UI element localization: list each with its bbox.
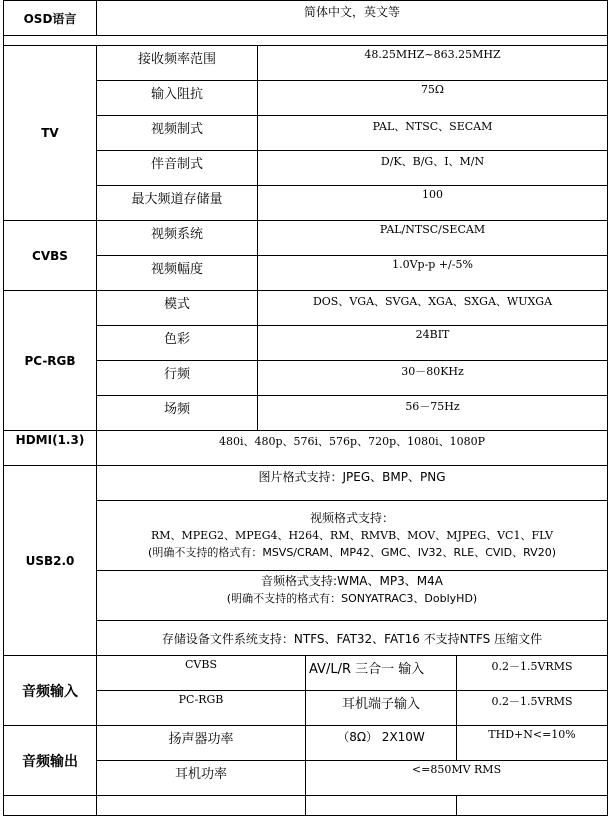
pcrgb-row-3-name: 行频 [97,361,258,396]
hdmi-row [4,431,608,466]
pcrgb-row-4-value: 56－75Hz [258,396,608,431]
tv-row-1-name: 接收频率范围 [97,46,258,81]
pcrgb-row-2-name: 色彩 [97,326,258,361]
cvbs-row-2-name: 视频幅度 [97,256,258,291]
audio-in-row-2-port: 耳机端子输入 [306,691,457,726]
usb-label: USB2.0 [4,466,97,656]
tv-row-1-value: 48.25MHZ~863.25MHZ [258,46,608,81]
tv-row-4-value: D/K、B/G、I、M/N [258,151,608,186]
audio-out-speaker-thd: THD+N<=10% [457,726,608,761]
audio-in-label: 音频输入 [4,656,97,726]
usb-video-unsupported: (明确不支持的格式有：MSVS/CRAM、MP42、GMC、IV32、RLE、CVID、RV20) [148,546,556,559]
osd-label: OSD语言 [4,1,97,36]
audio-in-row-1 [4,656,608,691]
spec-table [3,0,608,816]
hdmi-label: HDMI(1.3) [4,431,97,466]
usb-audio-cell [97,571,608,621]
audio-out-speaker-name: 扬声器功率 [97,726,306,761]
osd-row [4,1,608,36]
audio-in-row-1-port: AV/L/R 三合一 输入 [306,656,457,691]
usb-video-cell [97,501,608,571]
tv-row-5-value: 100 [258,186,608,221]
usb-video-formats: RM、MPEG2、MPEG4、H264、RM、RMVB、MOV、MJPEG、VC1、FLV [150,529,554,542]
tv-row-1 [4,46,608,81]
cvbs-row-1-value: PAL/NTSC/SECAM [258,221,608,256]
audio-out-row-1 [4,726,608,761]
usb-audio-unsupported: (明确不支持的格式有：SONYATRAC3、DoblyHD) [226,592,478,605]
tv-label: TV [4,46,97,221]
tv-row-5-name: 最大频道存储量 [97,186,258,221]
usb-audio-formats: 音频格式支持:WMA、MP3、M4A [261,574,443,588]
hdmi-value: 480i、480p、576i、576p、720p、1080i、1080P [97,431,608,466]
cvbs-row-1-name: 视频系统 [97,221,258,256]
audio-out-headphone-value: <=850MV RMS [306,761,608,796]
cut-off-row [4,796,608,816]
audio-in-row-2-source: PC-RGB [97,691,306,726]
usb-video-title: 视频格式支持： [310,511,395,525]
pcrgb-row-3-value: 30－80KHz [258,361,608,396]
cvbs-label: CVBS [4,221,97,291]
audio-out-label: 音频输出 [4,726,97,796]
cvbs-row-2-value: 1.0Vp-p +/-5% [258,256,608,291]
audio-out-speaker-power: （8Ω） 2X10W [306,726,457,761]
osd-spacer [4,36,608,46]
audio-in-row-1-level: 0.2－1.5VRMS [457,656,608,691]
pcrgb-row-4-name: 场频 [97,396,258,431]
audio-in-row-1-source: CVBS [97,656,306,691]
usb-storage: 存储设备文件系统支持：NTFS、FAT32、FAT16 不支持NTFS 压缩文件 [97,621,608,656]
usb-row-picture [4,466,608,501]
tv-row-2-value: 75Ω [258,81,608,116]
osd-value: 简体中文，英文等 [97,1,608,36]
pcrgb-row-1-value: DOS、VGA、SVGA、XGA、SXGA、WUXGA [258,291,608,326]
tv-row-2-name: 输入阻抗 [97,81,258,116]
audio-out-headphone-name: 耳机功率 [97,761,306,796]
audio-in-row-2-level: 0.2－1.5VRMS [457,691,608,726]
pcrgb-row-1-name: 模式 [97,291,258,326]
cvbs-row-1 [4,221,608,256]
tv-row-3-value: PAL、NTSC、SECAM [258,116,608,151]
usb-picture: 图片格式支持：JPEG、BMP、PNG [97,466,608,501]
pcrgb-label: PC-RGB [4,291,97,431]
pcrgb-row-2-value: 24BIT [258,326,608,361]
tv-row-3-name: 视频制式 [97,116,258,151]
tv-row-4-name: 伴音制式 [97,151,258,186]
pcrgb-row-1 [4,291,608,326]
